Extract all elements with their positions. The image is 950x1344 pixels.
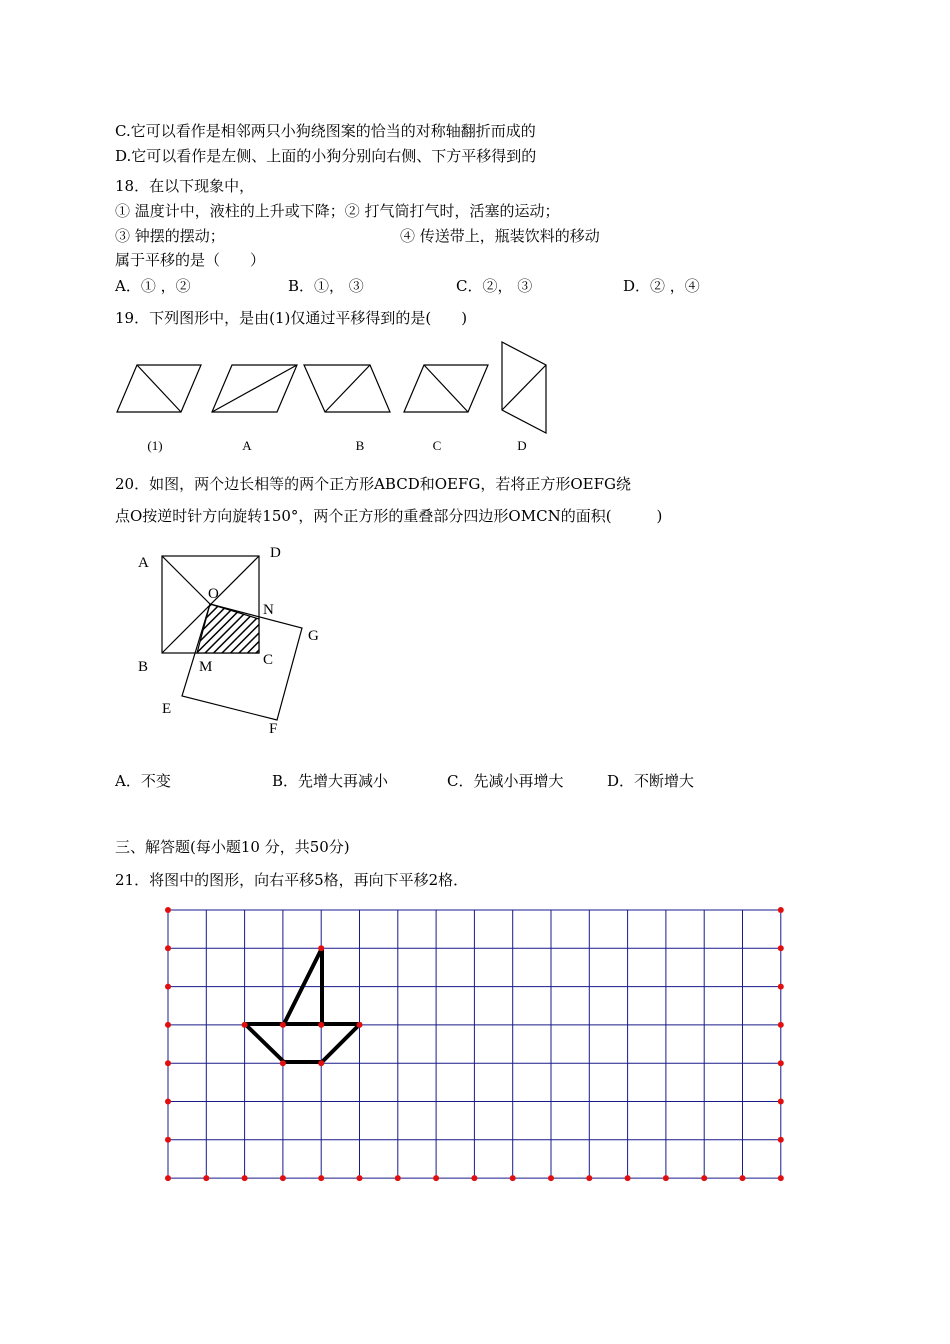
grid-dot [357,1175,363,1181]
grid-dot [318,945,324,951]
grid-dot [395,1175,401,1181]
grid-dot [471,1175,477,1181]
grid-dot [778,1060,784,1066]
grid-dot [318,1060,324,1066]
q20-option-d: D．不断增大 [607,772,695,790]
q20-option-c: C．先减小再增大 [447,772,564,790]
grid-dot [778,907,784,913]
grid-dot [242,1022,248,1028]
label-m: M [199,659,213,675]
grid-dot [165,1175,171,1181]
label-n: N [263,602,274,618]
label-o: O [208,586,219,602]
label-e: E [162,701,172,717]
q18-option-c: C．②， ③ [456,277,533,295]
grid-dot [318,1175,324,1181]
label-a: A [138,555,149,571]
grid-dot [357,1022,363,1028]
label-f: F [269,721,278,737]
grid-dot [165,984,171,990]
grid-dot [586,1175,592,1181]
grid-dot [280,1060,286,1066]
grid-dot [701,1175,707,1181]
boat-shape [245,948,360,1062]
q19-label-b: B [355,438,365,453]
q19-label-c: C [432,438,442,453]
q19-stem: 19．下列图形中，是由(1)仅通过平移得到的是( ) [115,309,468,327]
q19-label-a: A [242,438,252,453]
q21-stem: 21．将图中的图形，向右平移5格，再向下平移2格． [115,871,469,889]
grid-dot [165,945,171,951]
grid-dot [165,907,171,913]
grid-dot [778,1022,784,1028]
grid-dot [165,1060,171,1066]
grid-dot [203,1175,209,1181]
grid-dot [510,1175,516,1181]
label-g: G [308,628,319,644]
grid-dot [242,1175,248,1181]
q17-option-c: C.它可以看作是相邻两只小狗绕图案的恰当的对称轴翻折而成的 [115,122,536,140]
grid-dot [663,1175,669,1181]
label-c: C [263,652,274,668]
grid-dot [280,1175,286,1181]
grid-dot [548,1175,554,1181]
grid-dot [778,984,784,990]
grid-dot [165,1099,171,1105]
grid-dot [165,1022,171,1028]
grid-dot [625,1175,631,1181]
q18-question: 属于平移的是（ ） [115,251,266,269]
grid-dot [740,1175,746,1181]
grid-dot [778,1137,784,1143]
q18-stem: 18．在以下现象中， [115,177,255,195]
grid-dot [778,945,784,951]
label-d: D [270,545,281,561]
q18-item-4: ④ 传送带上，瓶装饮料的移动 [400,227,600,245]
q20-stem-line2: 点O按逆时针方向旋转150°，两个正方形的重叠部分四边形OMCN的面积( ) [115,507,663,525]
q19-label-d: D [517,438,527,453]
grid-dot [165,1137,171,1143]
grid-dot [433,1175,439,1181]
q19-label-1: (1) [147,438,163,453]
q18-items-1-2: ① 温度计中，液柱的上升或下降；② 打气筒打气时，活塞的运动； [115,202,560,220]
grid-dot [778,1099,784,1105]
q18-option-b: B．①， ③ [288,277,364,295]
q17-option-d: D.它可以看作是左侧、上面的小狗分别向右侧、下方平移得到的 [115,147,537,165]
q20-stem-line1: 20．如图，两个边长相等的两个正方形ABCD和OEFG，若将正方形OEFG绕 [115,475,632,493]
grid-dot [778,1175,784,1181]
grid-dot [280,1022,286,1028]
section-3-title: 三、解答题(每小题10 分，共50分) [115,838,350,856]
q18-item-3: ③ 钟摆的摆动； [115,227,225,245]
label-b: B [138,659,149,675]
q18-option-a: A．① ，② [115,277,191,295]
boat-sail [284,948,322,1024]
q20-option-b: B．先增大再减小 [272,772,389,790]
boat-hull [245,1024,360,1062]
q20-option-a: A．不变 [115,772,171,790]
grid-dot [318,1022,324,1028]
q18-option-d: D．② ，④ [623,277,700,295]
